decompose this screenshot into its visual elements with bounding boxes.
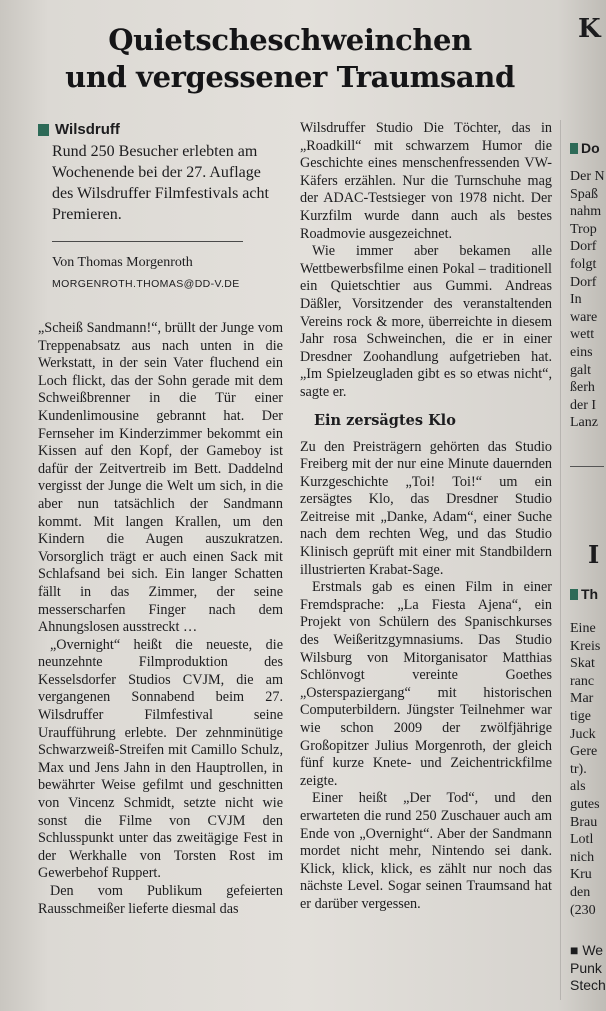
paragraph: Wilsdruffer Studio Die Töchter, das in „Roadkill“ mit schwarzem Humor die Geschichte eines menschenfressenden VW-Käfers erzählen. Nur die Turnschuhe mag der ADAC-Testsieger von 1978 nicht. Der Kurzfilm wurde dann auch als bestes Roadmovie ausgezeichnet. (300, 120, 552, 242)
paragraph: Zu den Preisträgern gehörten das Studio Freiberg mit der nur eine Minute dauernden Kurzgeschichte „Toi! Toi!“ um ein zersägtes Klo, das Dresdner Studio Zeitreise mit „Danke, Adam“, einer Suche nach dem rechten Weg, und das Studio Klinisch geprüft mit einer mit Standbildern illustrierten Krabat-Sage. (300, 438, 552, 578)
paragraph: Wie immer aber bekamen alle Wettbewerbsfilme einen Pokal – traditionell ein Quietschtier aus Gummi. Andreas Däßler, Vorsitzender des veranstaltenden Vereins rock & more, überreichte in diesem Jahr rosa Schweinchen, die er in einer Dresdner Zoohandlung aufgetrieben hat. „Im Spielzeugladen gibt es so etwas nicht“, sagte er. (300, 243, 552, 400)
text-line-fragment: Lanz (570, 415, 598, 431)
text-line-fragment: Spaß (570, 186, 598, 202)
text-line-fragment: Lotl (570, 832, 594, 848)
paragraph: „Scheiß Sandmann!“, brüllt der Junge vom Treppenabsatz aus nach unten in die Werkstatt, in der sein Vater fluchend ein Loch flickt, das der Sohn gerade mit dem Schweißbrenner in die Tür einer Kundenlimousine gebrannt hat. Der Fernseher im Kinderzimmer bekommt ein Kissen auf den Kopf, der Gameboy ist dafür der Zeitvertreib im Bett. Daddelnd vergisst der Junge die Welt um sich, in die aber nun tatsächlich der Sandmann kommt. Mit langen Krallen, um den Kindern die Augen auszukratzen. Vorsorglich trägt er auch einen Sack mit Schlafsand bei sich. Ein langer Schatten fällt in das Zimmer, der seine messerscharfen Finger nach dem Ahnungslosen ausstreckt … (38, 320, 283, 636)
subheading: Ein zersägtes Klo (314, 411, 456, 429)
text-line-fragment: Juck (570, 726, 596, 742)
text-line-fragment: Eine (570, 621, 596, 636)
adjacent-article-fragment (566, 0, 606, 1011)
rubric-square-icon (570, 589, 578, 600)
body-text (300, 439, 552, 914)
paragraph: Erstmals gab es einen Film in einer Fremdsprache: „La Fiesta Ajena“, ein Projekt von Schülern des Spanischkurses des Weißeritzgymnasiums. Das Studio Wilsburg von Mitorganisator Matthias Schlönvogt vereinte Goethes „Osterspaziergang“ mit historischen Computerbildern. Jüngster Teilnehmer war wie schon 2009 der zwölfjährige Großopitzer Julius Morgenroth, der gleich fünf kurze Knete- und Zeichentrickfilme zeigte. (300, 579, 552, 789)
rubric-label: Wilsdruff (55, 121, 120, 138)
adjacent-footer-lines (570, 942, 606, 995)
text-line-fragment: galt (570, 362, 591, 378)
adjacent-headline-2: I (588, 540, 600, 569)
adjacent-rubric-label-2: Th (581, 586, 599, 602)
text-line-fragment: Kreis (570, 638, 601, 654)
article-column-1 (38, 120, 283, 918)
adjacent-rubric (570, 140, 600, 156)
headline-line-1: Quietscheschweinchen (108, 23, 472, 57)
text-line-fragment: In (570, 292, 582, 308)
body-text (38, 320, 283, 918)
text-line-fragment: gutes (570, 796, 600, 812)
text-line-fragment: Trop (570, 221, 597, 237)
text-line-fragment: ßerh (570, 380, 595, 396)
divider (570, 466, 604, 467)
text-line-fragment: ware (570, 309, 598, 325)
text-line-fragment: (230 (570, 902, 596, 918)
divider (52, 241, 243, 242)
author-email: MORGENROTH.THOMAS@DD-V.DE (52, 278, 240, 290)
text-line-fragment: der I (570, 397, 597, 413)
text-line-fragment: Kru (570, 867, 592, 883)
text-line-fragment: Stech (570, 977, 606, 994)
adjacent-rubric-2 (570, 586, 598, 602)
adjacent-text-lines-2 (570, 620, 600, 919)
text-line-fragment: nahm (570, 204, 602, 220)
adjacent-headline: K (578, 14, 601, 44)
text-line-fragment: als (570, 779, 586, 795)
rubric (38, 120, 283, 139)
text-line-fragment: ■ We (570, 942, 604, 958)
body-text (300, 120, 552, 402)
text-line-fragment: Dorf (570, 274, 597, 290)
article-teaser: Rund 250 Besucher erlebten am Wochenende bei der 27. Auflage des Wilsdruffer Filmfestivals acht Premieren. (52, 143, 269, 223)
text-line-fragment: Dorf (570, 239, 597, 255)
text-line-fragment: ranc (570, 673, 595, 689)
headline-line-2: und vergessener Traumsand (65, 60, 515, 94)
paragraph: „Overnight“ heißt die neueste, die neunzehnte Filmproduktion des Kesselsdorfer Studios CVJM, die am vergangenen Sonnabend beim 27. Wilsdruffer Filmfestival seine Uraufführung erlebte. Der zehnminütige Schwarzweiß-Streifen mit Camillo Schulz, Max und Jens Jahn in den Hauptrollen, in bewährter Weise gefilmt und geschnitten von Vincenz Schmidt, setzte nicht wie sonst die Filme von CVJM den Schlusspunkt unter das zweitägige Fest in der Werkhalle von Torsten Rost im Gewerbehof Ruppert. (38, 636, 283, 882)
paragraph: Den vom Publikum gefeierten Rausschmeißer lieferte diesmal das (38, 883, 283, 917)
author-byline: Von Thomas Morgenroth (52, 255, 193, 270)
text-line-fragment: tige (570, 708, 591, 724)
column-rule (560, 120, 561, 1000)
text-line-fragment: Gere (570, 744, 598, 760)
rubric-square-icon (570, 143, 578, 154)
text-line-fragment: Mar (570, 691, 594, 707)
text-line-fragment: nich (570, 849, 595, 865)
text-line-fragment: Skat (570, 656, 595, 672)
article-column-2 (300, 120, 552, 914)
text-line-fragment: eins (570, 344, 593, 360)
article-headline (40, 22, 540, 96)
text-line-fragment: wett (570, 327, 595, 343)
text-line-fragment: Brau (570, 814, 598, 830)
text-line-fragment: tr). (570, 761, 587, 777)
text-line-fragment: Der N (570, 169, 605, 184)
text-line-fragment: den (570, 884, 591, 900)
adjacent-text-lines (570, 168, 605, 432)
text-line-fragment: Punk (570, 959, 602, 976)
adjacent-rubric-label: Do (581, 140, 600, 156)
paragraph: Einer heißt „Der Tod“, und den erwarteten die rund 250 Zuschauer auch am Ende von „Overnight“. Aber der Sandmann mordet nicht mehr, Nintendo sei dank. Klick, klick, klick, es zählt nur noch das nächste Level. Sogar seinen Traumsand hat er darüber vergessen. (300, 790, 552, 912)
text-line-fragment: folgt (570, 256, 597, 272)
rubric-square-icon (38, 124, 49, 136)
